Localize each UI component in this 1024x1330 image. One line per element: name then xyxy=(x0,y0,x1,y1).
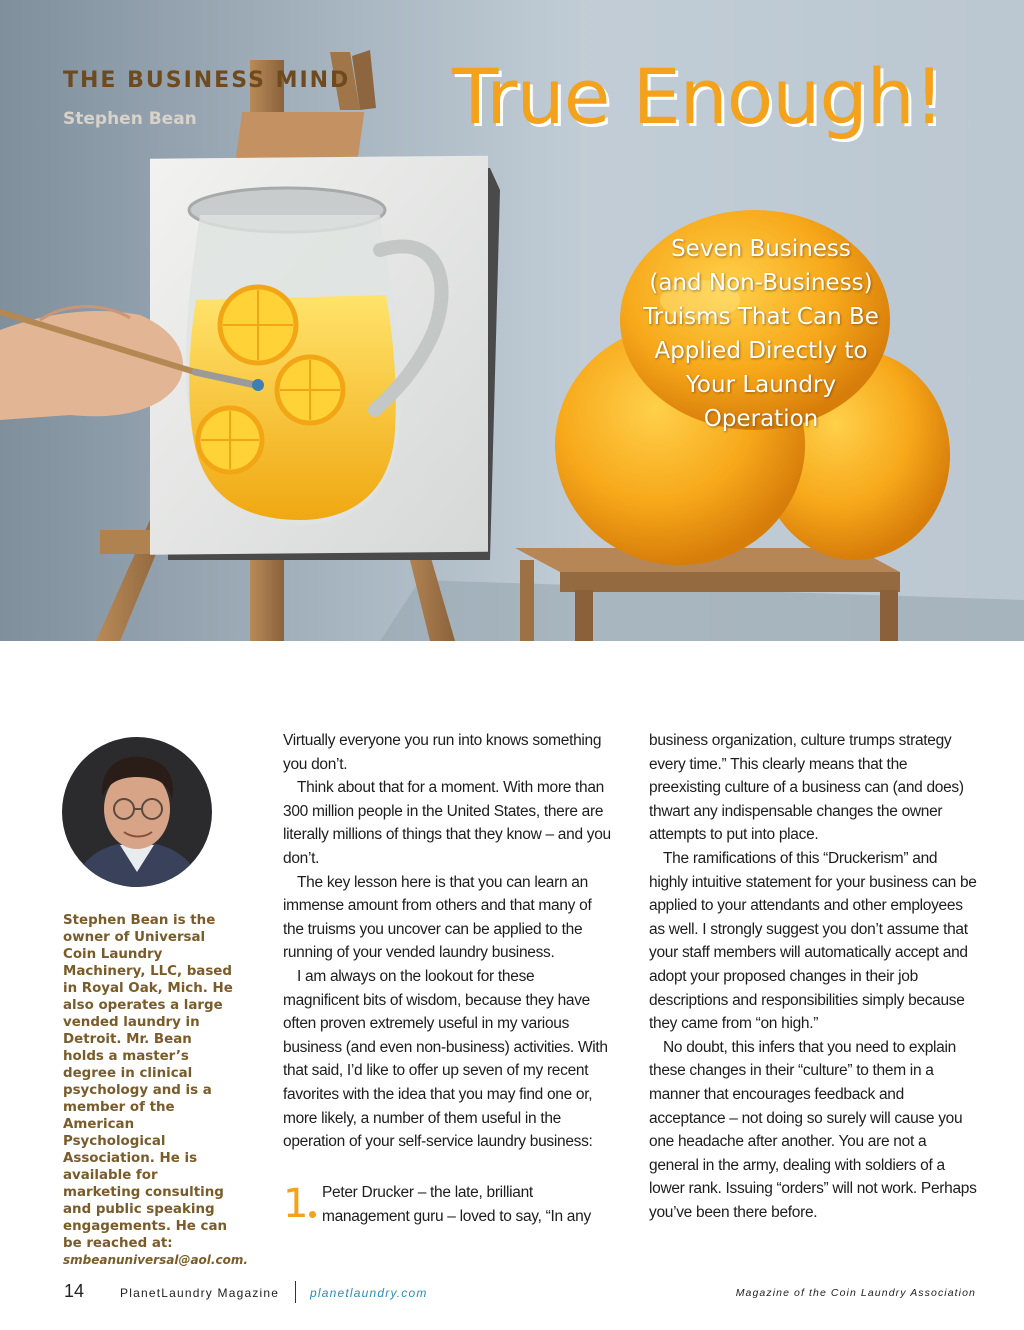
paragraph: Think about that for a moment. With more than 300 million people in the United States, there are literally millions of things that they know – and you don’t. xyxy=(283,779,611,867)
subtitle-line: (and Non-Business) xyxy=(649,270,873,296)
footer-divider xyxy=(295,1281,296,1303)
paragraph: No doubt, this infers that you need to explain these changes in their “culture” to them in a manner that encourages feedback and acceptance – not doing so surely will cause you one headache after another. You are not a general in the army, dealing with soldiers of a lower rank. Issuing “orders” will not work. Perhaps you’ve been there before. xyxy=(649,1038,977,1221)
number-dot xyxy=(309,1211,316,1218)
paragraph: The key lesson here is that you can learn an immense amount from others and that many of the truisms you uncover can be applied to the running of your vended laundry business. xyxy=(283,873,592,962)
website-link[interactable]: planetlaundry.com xyxy=(310,1286,428,1300)
author-photo xyxy=(62,737,212,887)
paragraph: Virtually everyone you run into knows something you don’t. xyxy=(283,732,602,773)
subtitle-line: Seven Business xyxy=(671,236,851,262)
author-email[interactable]: smbeanuniversal@aol.com. xyxy=(63,1253,248,1267)
subtitle-line: Your Laundry xyxy=(685,372,837,398)
section-label: THE BUSINESS MIND xyxy=(63,68,351,93)
item-number: 1 xyxy=(283,1181,309,1227)
author-bio xyxy=(63,912,248,1269)
bio-text: Stephen Bean is the owner of Universal Coin Laundry Machinery, LLC, based in Royal Oak, Mich. He also operates a large vended laundry in Detroit. Mr. Bean holds a master’s degree in clinical psychology and is a member of the American Psychological Association. He is available for marketing consulting and public speaking engagements. He can be reached at: xyxy=(63,913,233,1251)
page-number: 14 xyxy=(64,1281,85,1301)
article-column-1 xyxy=(283,729,613,1154)
paragraph: I am always on the lookout for these magnificent bits of wisdom, because they have often proven extremely useful in my various business (and even non-business) activities. With that said, I’d like to offer up seven of my recent favorites with the idea that you may find one or, more likely, a number of them useful in the operation of your self-service laundry business: xyxy=(283,967,608,1151)
article-subtitle xyxy=(615,232,907,436)
magazine-name: PlanetLaundry Magazine xyxy=(120,1286,280,1300)
footer-tagline: Magazine of the Coin Laundry Association xyxy=(735,1287,976,1299)
subtitle-line: Truisms That Can Be xyxy=(643,304,879,330)
author-byline: Stephen Bean xyxy=(63,109,197,129)
item-text: Peter Drucker – the late, brilliant management guru – loved to say, “In any xyxy=(322,1184,591,1225)
subtitle-line: Operation xyxy=(703,406,819,432)
article-column-2 xyxy=(649,729,979,1224)
paragraph: The ramifications of this “Druckerism” and highly intuitive statement for your business can be applied to your attendants and other employees as well. I strongly suggest you don’t assume that your staff members will automatically accept and adopt your proposed changes in their job descriptions and responsibilities simply because they came from “on high.” xyxy=(649,849,977,1033)
hero-illustration xyxy=(0,0,1024,641)
subtitle-line: Applied Directly to xyxy=(654,338,868,364)
author-portrait xyxy=(62,737,212,887)
article-title: True Enough! xyxy=(452,52,944,141)
paragraph: business organization, culture trumps strategy every time.” This clearly means that the preexisting culture of a business can (and does) thwart any indispensable changes the owner attempts to put into place. xyxy=(649,732,964,844)
